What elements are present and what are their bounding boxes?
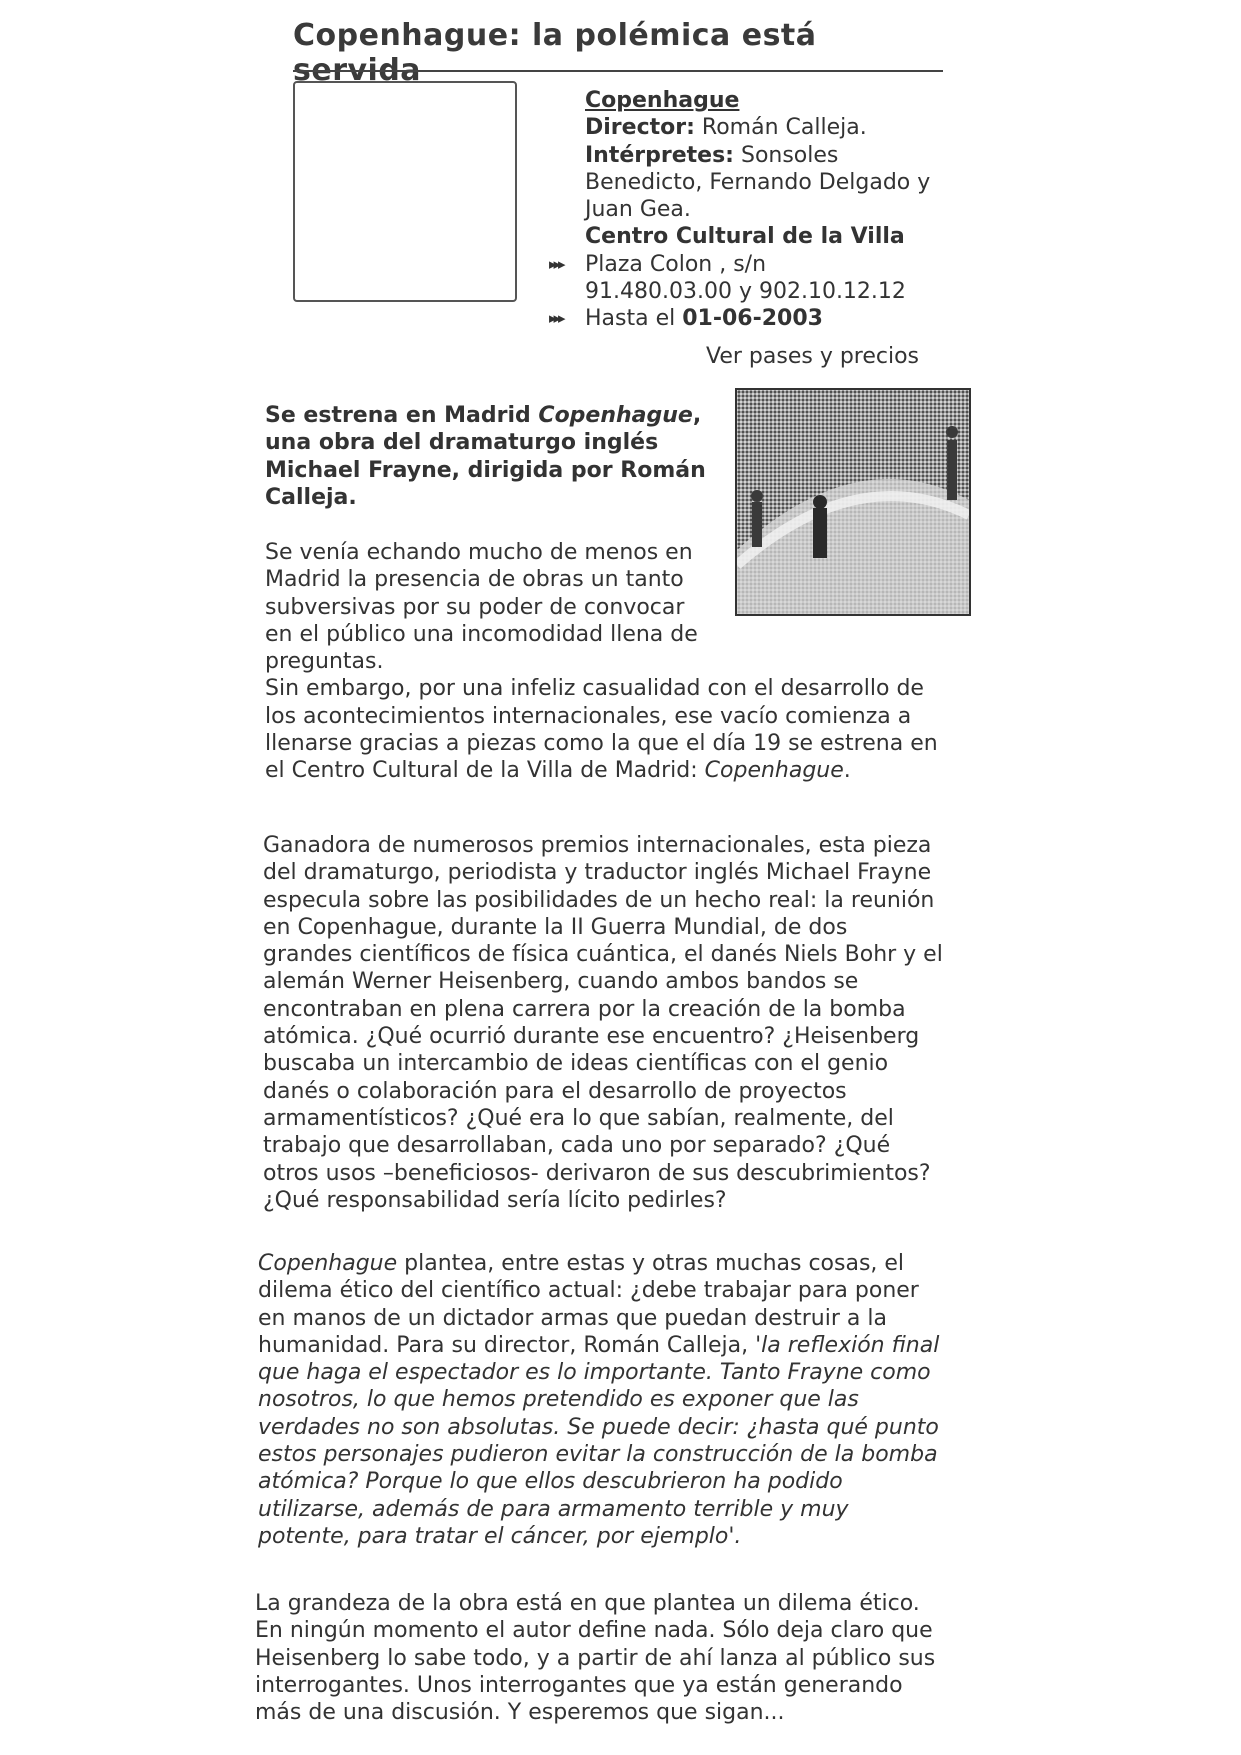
text-line: alemán Werner Heisenberg, cuando ambos bandos se: [263, 969, 859, 995]
text-line: en Copenhague, durante la II Guerra Mundial, de dos: [263, 914, 848, 940]
director-value: Román Calleja.: [694, 115, 867, 141]
text-span: plantea, entre estas y otras muchas cosas, el: [397, 1251, 905, 1276]
until-date: 01-06-2003: [682, 306, 823, 332]
play-title-italic: Copenhague: [258, 1251, 398, 1276]
performers-line-2: Benedicto, Fernando Delgado y: [585, 169, 931, 195]
venue-name: Centro Cultural de la Villa: [585, 224, 905, 250]
quote-line: atómica? Porque lo que ellos descubrieron ha podido: [258, 1469, 843, 1495]
text-line: Ganadora de numerosos premios internacionales, esta pieza: [263, 833, 932, 858]
lead-line: Michael Frayne, dirigida por Román: [265, 457, 706, 483]
text-line: armamentísticos? ¿Qué era lo que sabían, realmente, del: [263, 1105, 894, 1131]
text-line: La grandeza de la obra está en que plantea un dilema ético.: [255, 1591, 920, 1616]
text-line: grandes científicos de física cuántica, el danés Niels Bohr y el: [263, 942, 943, 968]
text-line: en el público una incomodidad llena de: [265, 621, 698, 647]
body-paragraph-1: [265, 539, 938, 785]
lead-text: ,: [692, 403, 702, 428]
body-paragraph-3: [258, 1250, 939, 1550]
text-line: danés o colaboración para el desarrollo de proyectos: [263, 1078, 847, 1104]
lead-line: [265, 402, 735, 429]
lead-line: una obra del dramaturgo inglés: [265, 430, 659, 456]
until-label: Hasta el: [585, 306, 683, 332]
text-line: Heisenberg lo sabe todo, y a partir de ahí lanza al público sus: [255, 1645, 936, 1671]
lead-play-title: Copenhague: [538, 403, 693, 428]
lead-line: Calleja.: [265, 484, 357, 510]
play-title-link[interactable]: Copenhague: [585, 88, 740, 113]
text-line: más de una discusión. Y esperemos que sigan...: [255, 1700, 785, 1726]
quote-line: potente, para tratar el cáncer, por ejemplo'.: [258, 1523, 742, 1549]
until-line: [549, 305, 965, 332]
text-line: subversivas por su poder de convocar: [265, 594, 685, 620]
text-line: [258, 1250, 939, 1277]
address-text: Plaza Colon , s/n: [585, 251, 767, 277]
lead-text: Se estrena en Madrid: [265, 403, 539, 428]
title-divider: [293, 70, 943, 72]
play-info-box: [549, 87, 965, 333]
text-line: llenarse gracias a piezas como la que el día 19 se estrena en: [265, 731, 938, 757]
text-line: En ningún momento el autor define nada. Sólo deja claro que: [255, 1618, 933, 1644]
text-span: .: [843, 758, 851, 784]
performers-value: Sonsoles: [733, 142, 839, 168]
quote-line: estos personajes pudieron evitar la construcción de la bomba: [258, 1442, 938, 1468]
article-title: Copenhague: la polémica está servida: [293, 18, 817, 88]
director-line: [585, 114, 965, 141]
text-line: preguntas.: [265, 649, 384, 675]
text-line: atómica. ¿Qué ocurrió durante ese encuentro? ¿Heisenberg: [263, 1024, 920, 1050]
text-line: encontraban en plena carrera por la creación de la bomba: [263, 996, 906, 1022]
performers-line: [585, 142, 965, 169]
address-line: [549, 251, 965, 278]
text-span: humanidad. Para su director, Román Calleja,: [258, 1332, 756, 1358]
quote-line: que haga el espectador es lo importante. Tanto Frayne como: [258, 1360, 931, 1386]
lead-paragraph: [265, 402, 735, 511]
poster-image-placeholder: [293, 81, 517, 302]
quote-line: utilizarse, además de para armamento terrible y muy: [258, 1496, 849, 1522]
text-line: interrogantes. Unos interrogantes que ya están generando: [255, 1672, 903, 1698]
text-line: [265, 757, 938, 784]
text-line: [258, 1332, 939, 1359]
text-line: Sin embargo, por una infeliz casualidad con el desarrollo de: [265, 676, 924, 702]
text-line: buscaba un intercambio de ideas científicas con el genio: [263, 1051, 889, 1077]
performers-label: Intérpretes:: [585, 142, 734, 168]
quote-line: nosotros, lo que hemos pretendido es exponer que las: [258, 1387, 859, 1413]
phones-line: 91.480.03.00 y 902.10.12.12: [585, 279, 906, 305]
triple-arrow-icon: ▸▸▸: [549, 254, 563, 273]
text-line: del dramaturgo, periodista y traductor inglés Michael Frayne: [263, 860, 932, 886]
triple-arrow-icon: ▸▸▸: [549, 309, 563, 328]
body-paragraph-2: [263, 832, 943, 1214]
prices-link[interactable]: Ver pases y precios: [706, 344, 920, 369]
text-line: dilema ético del científico actual: ¿debe trabajar para poner: [258, 1278, 919, 1304]
quote-line: verdades no son absolutas. Se puede decir: ¿hasta qué punto: [258, 1414, 939, 1440]
text-line: trabajo que desarrollaban, cada uno por separado? ¿Qué: [263, 1133, 891, 1159]
text-line: Se venía echando mucho de menos en: [265, 540, 693, 565]
quote-text: 'la reflexión final: [755, 1332, 940, 1358]
text-span: el Centro Cultural de la Villa de Madrid:: [265, 758, 705, 784]
play-title-italic: Copenhague: [704, 758, 844, 784]
text-line: especula sobre las posibilidades de un hecho real: la reunión: [263, 887, 935, 913]
text-line: Madrid la presencia de obras un tanto: [265, 567, 684, 593]
body-paragraph-4: [255, 1590, 935, 1726]
text-line: en manos de un dictador armas que puedan destruir a la: [258, 1305, 887, 1331]
director-label: Director:: [585, 115, 695, 141]
text-line: los acontecimientos internacionales, ese vacío comienza a: [265, 703, 912, 729]
text-line: ¿Qué responsabilidad sería lícito pedirles?: [263, 1187, 727, 1213]
text-line: otros usos –beneficiosos- derivaron de sus descubrimientos?: [263, 1160, 931, 1186]
performers-line-3: Juan Gea.: [585, 197, 691, 223]
